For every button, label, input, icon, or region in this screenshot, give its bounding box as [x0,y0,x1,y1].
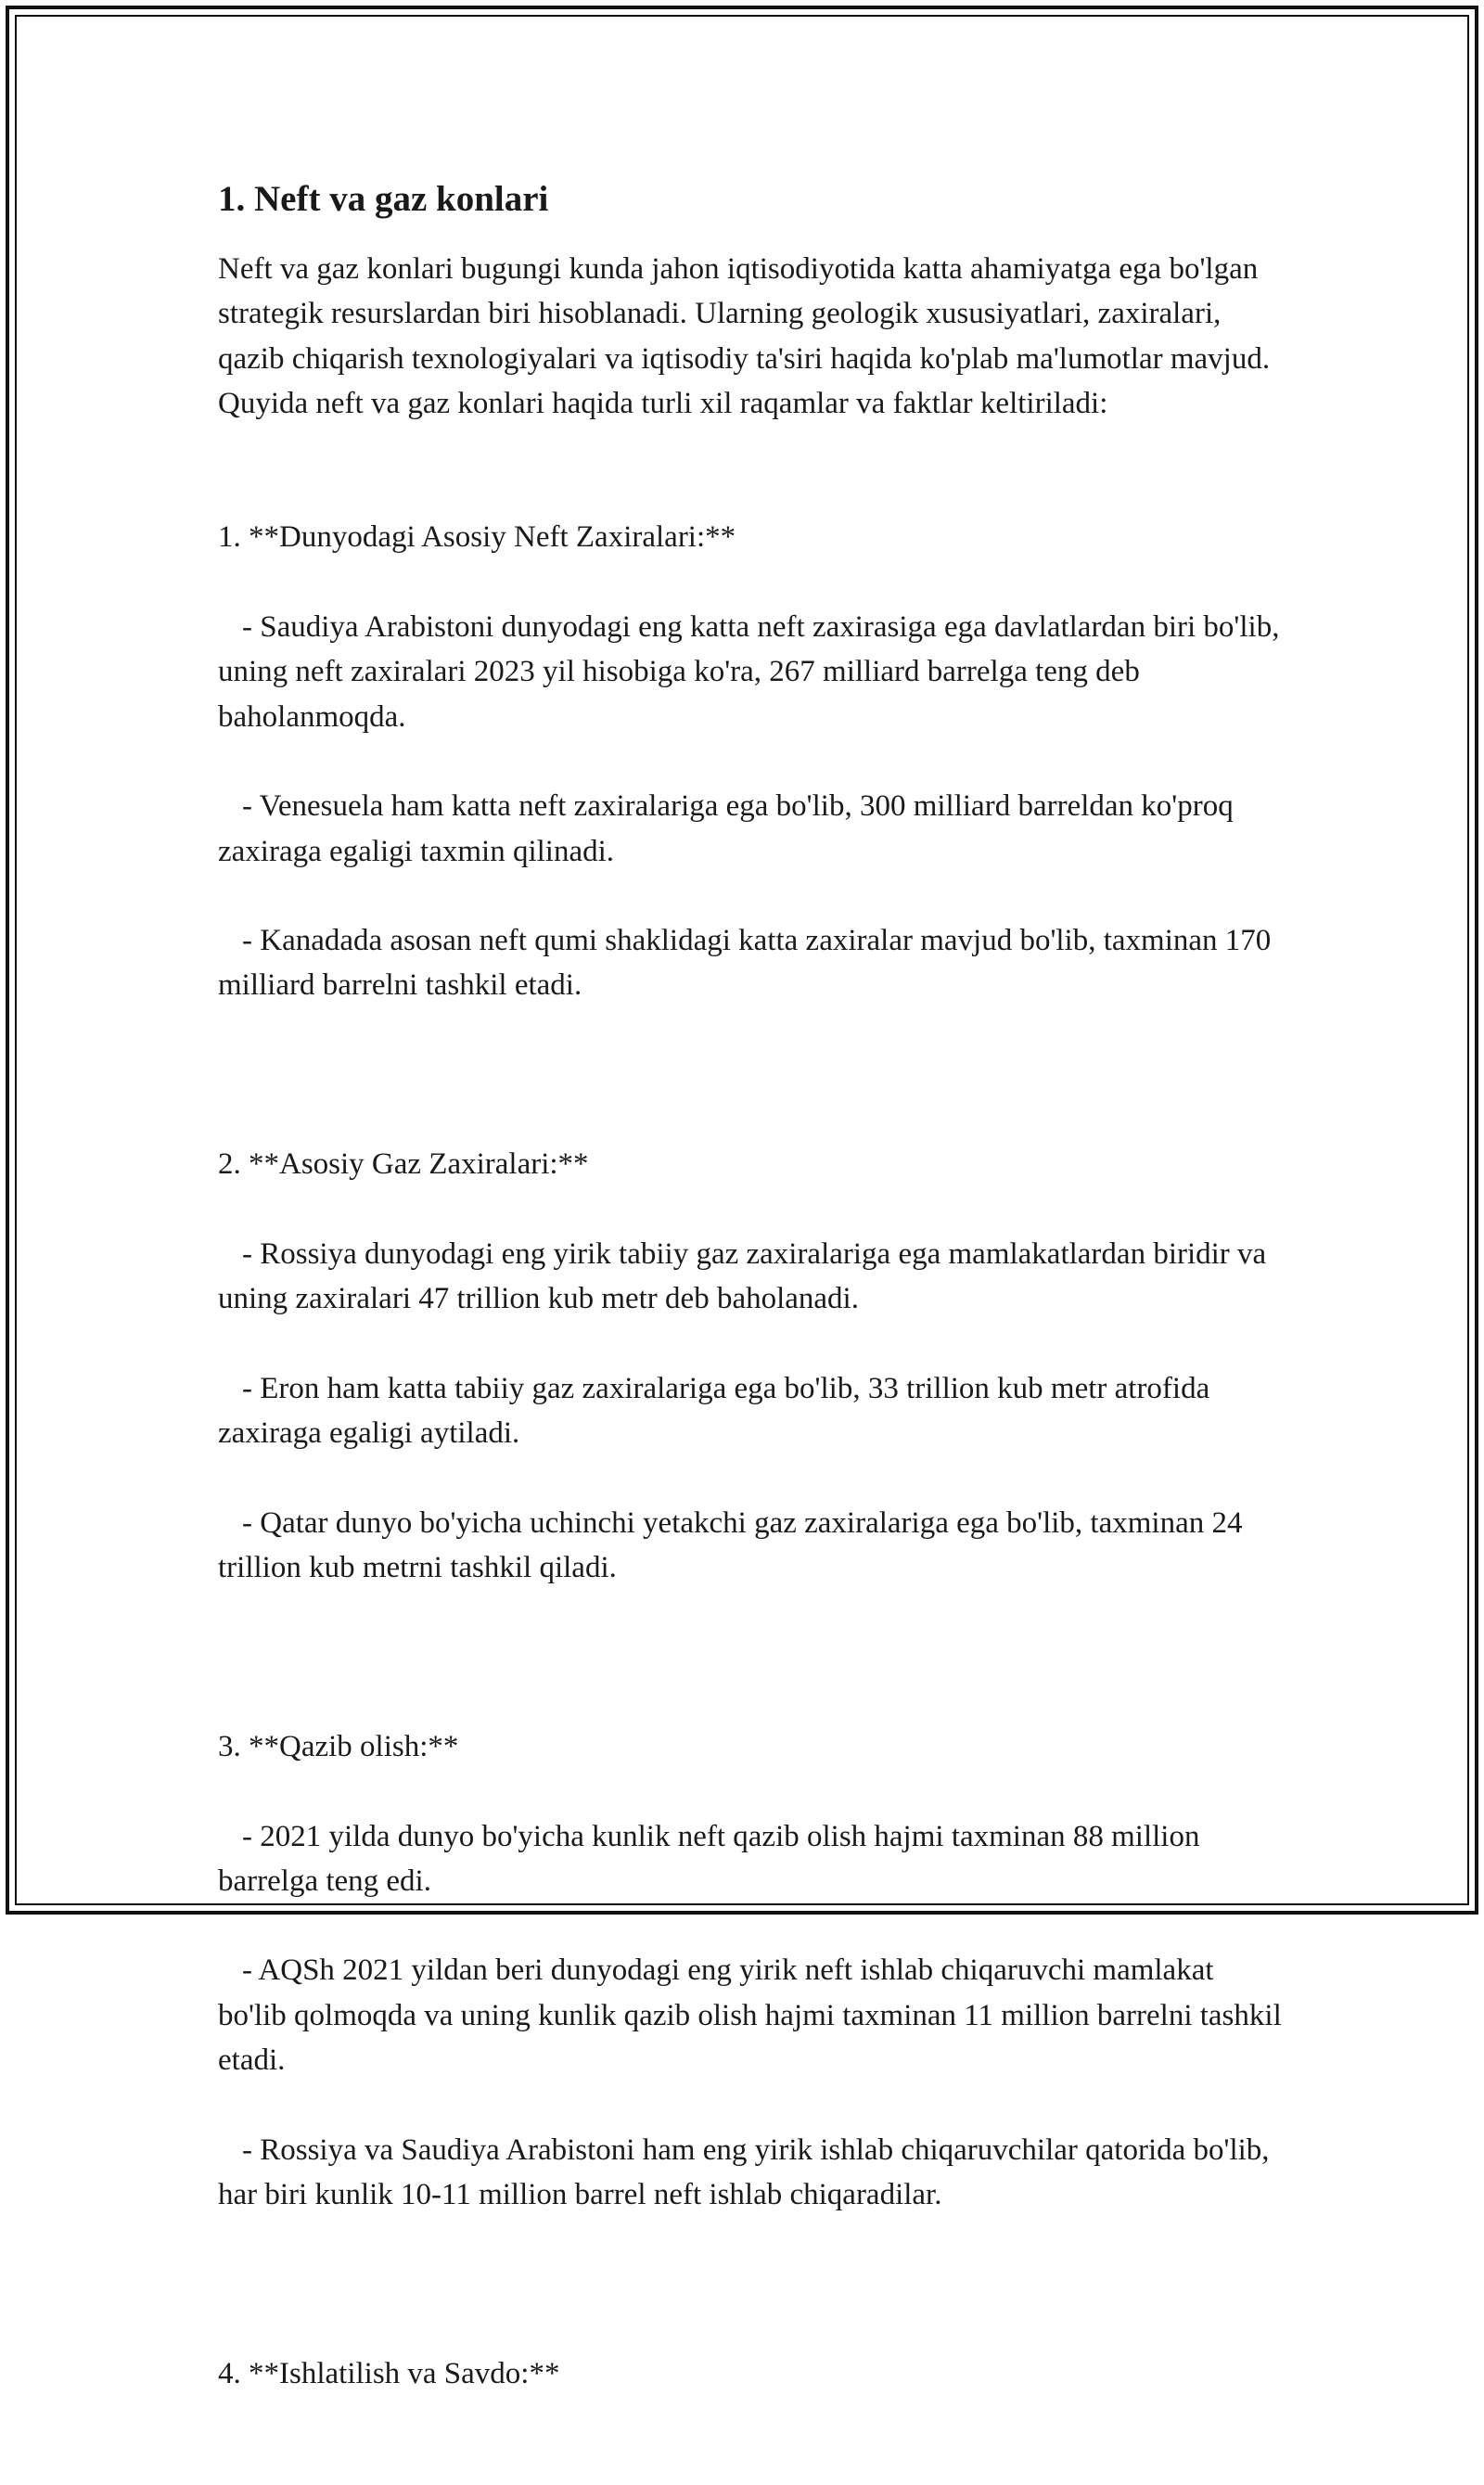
bullet-item: - Saudiya Arabistoni dunyodagi eng katta neft zaxirasiga ega davlatlardan biri bo'lib, uning neft zaxiralari 2023 yil hisobiga ko'ra, 267 milliard barrelga teng deb baholanmoqda. [218,610,1280,734]
section-heading: 2. **Asosiy Gaz Zaxiralari:** [218,1147,589,1182]
document-page [218,174,1285,2485]
section-heading: 4. **Ishlatilish va Savdo:** [218,2356,560,2390]
bullet-item: - Rossiya dunyodagi eng yirik tabiiy gaz zaxiralariga ega mamlakatlardan biridir va uning zaxiralari 47 trillion kub metr deb baholanadi. [218,1236,1267,1316]
section-heading: 1. **Dunyodagi Asosiy Neft Zaxiralari:** [218,520,736,555]
bullet-item: - Kanadada asosan neft qumi shaklidagi katta zaxiralar mavjud bo'lib, taxminan 170 milliard barrelni tashkil etadi. [218,924,1272,1003]
section-gas-reserves [218,1097,1285,1635]
section-oil-reserves [218,470,1285,1053]
intro-paragraph: Neft va gaz konlari bugungi kunda jahon iqtisodiyotida katta ahamiyatga ega bo'lgan strategik resurslardan biri hisoblanadi. Ularning geologik xususiyatlari, zaxiralari, qazib chiqarish texnologiyalari va iqtisodiy ta'siri haqida ko'plab ma'lumotlar mavjud. Quyida neft va gaz konlari haqida turli xil raqamlar va faktlar keltiriladi: [218,252,1271,420]
bullet-item: - Venesuela ham katta neft zaxiralariga ega bo'lib, 300 milliard barreldan ko'proq zaxiraga egaligi taxmin qilinadi. [218,789,1234,868]
section-usage-trade [218,2306,1285,2440]
bullet-item: - AQSh 2021 yildan beri dunyodagi eng yirik neft ishlab chiqaruvchi mamlakat bo'lib qolmoqda va uning kunlik qazib olish hajmi taxminan 11 million barrelni tashkil etadi. [218,1953,1282,2077]
bullet-item: - Rossiya va Saudiya Arabistoni ham eng yirik ishlab chiqaruvchilar qatorida bo'lib, har biri kunlik 10-11 million barrel neft ishlab chiqaradilar. [218,2133,1270,2211]
bullet-item: - 2021 yilda dunyo bo'yicha kunlik neft qazib olish hajmi taxminan 88 million barrelga teng edi. [218,1819,1200,1898]
bullet-item: - Qatar dunyo bo'yicha uchinchi yetakchi gaz zaxiralariga ega bo'lib, taxminan 24 trillion kub metrni tashkil qiladi. [218,1505,1243,1585]
bullet-item: - Eron ham katta tabiiy gaz zaxiralariga ega bo'lib, 33 trillion kub metr atrofida zaxiraga egaligi aytiladi. [218,1371,1210,1451]
document-title: 1. Neft va gaz konlari [218,179,549,219]
section-heading: 3. **Qazib olish:** [218,1729,459,1763]
section-production [218,1680,1285,2262]
